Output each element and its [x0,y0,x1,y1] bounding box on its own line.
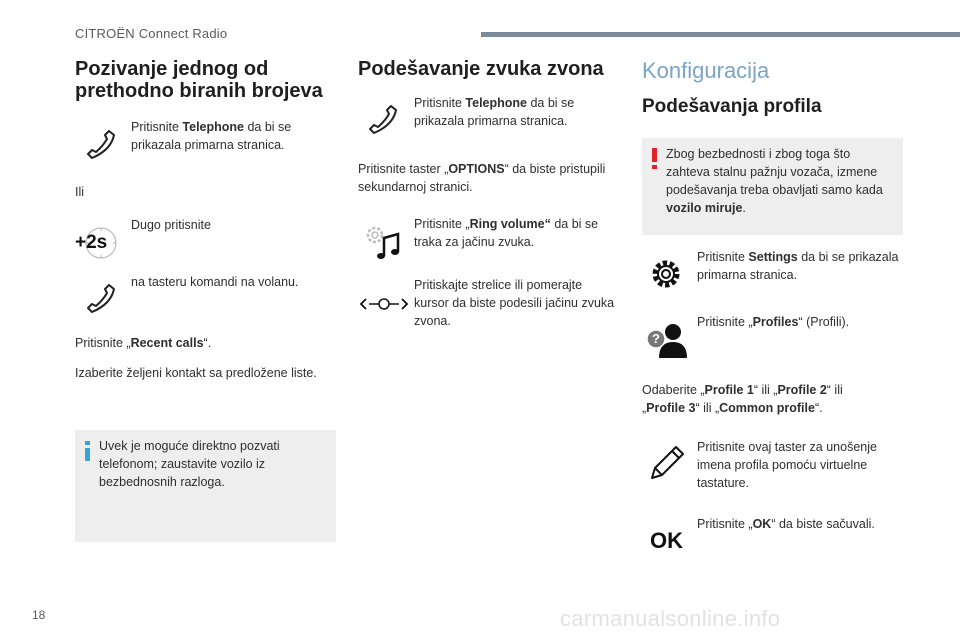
header-bar [481,32,960,37]
col3-heading: Konfiguracija [642,58,770,83]
col1-step3-text: na tasteru komandi na volanu. [131,275,299,289]
header-title: CITROËN Connect Radio [75,26,228,41]
warning-icon-dot [652,165,657,169]
col2-ring-text: Pritisnite „Ring volume“ da bi se traka za jačinu zvuka. [414,217,599,249]
col1-heading [75,58,323,102]
warning-icon-bar [652,148,657,162]
col2-step1-text: Pritisnite Telephone da bi se prikazala primarna stranica. [414,96,575,128]
profile-question-mark: ? [652,331,660,346]
col3-edit-text: Pritisnite ovaj taster za unošenje imena profila pomoću virtuelne tastature. [697,440,877,490]
ok-icon: OK [650,528,683,553]
col1-heading-line1: Pozivanje jednog od [75,58,269,80]
phone-icon [78,128,124,164]
col2-options-text: Pritisnite taster „OPTIONS“ da biste pristupili sekundarnoj stranici. [358,162,606,194]
long-press-badge: +2s [75,232,108,253]
col1-step1-text: Pritisnite Telephone da bi se prikazala primarna stranica. [131,120,292,152]
col1-ili: Ili [75,185,85,199]
info-icon-bar [85,448,90,461]
watermark: carmanualsonline.info [560,606,781,631]
col1-recent-text: Pritisnite „Recent calls“. [75,336,212,350]
info-note-text: Uvek je moguće direktno pozvati telefonom; zaustavite vozilo iz bezbednosnih razloga. [99,439,280,489]
slider-arrows-icon [359,292,409,316]
info-note [75,430,336,542]
col2-heading: Podešavanje zvuka zvona [358,58,604,80]
phone-icon-wheel [78,282,124,318]
phone-icon-ring [360,103,406,139]
settings-gear-icon [648,256,684,292]
col1-step2-text: Dugo pritisnite [131,218,211,232]
col3-profiles-text: Pritisnite „Profiles“ (Profili). [697,315,850,329]
col3-ok-text: Pritisnite „OK“ da biste sačuvali. [697,517,875,531]
col2-arrows-text: Pritiskajte strelice ili pomerajte kursor da biste podesili jačinu zvuka zvona. [414,278,615,328]
col3-subheading: Podešavanja profila [642,96,822,117]
warning-note [642,138,903,235]
ring-volume-icon [362,222,406,264]
col1-heading-line2: prethodno biranih brojeva [75,80,323,102]
warning-note-text: Zbog bezbednosti i zbog toga što zahteva stalnu pažnju vozača, izmene podešavanja treba obavljati samo kada vozilo miruje. [666,147,883,215]
profile-icon [646,322,688,358]
col1-choose-text: Izaberite željeni kontakt sa predložene liste. [75,366,317,380]
info-icon-dot [85,441,90,445]
col3-settings-text: Pritisnite Settings da bi se prikazala primarna stranica. [697,250,899,282]
page-number: 18 [32,608,46,622]
col3-select-text: Odaberite „Profile 1“ ili „Profile 2“ ili „Profile 3“ ili „Common profile“. [642,383,843,415]
long-press-2s-icon [75,226,121,262]
edit-pencil-icon [646,444,686,484]
